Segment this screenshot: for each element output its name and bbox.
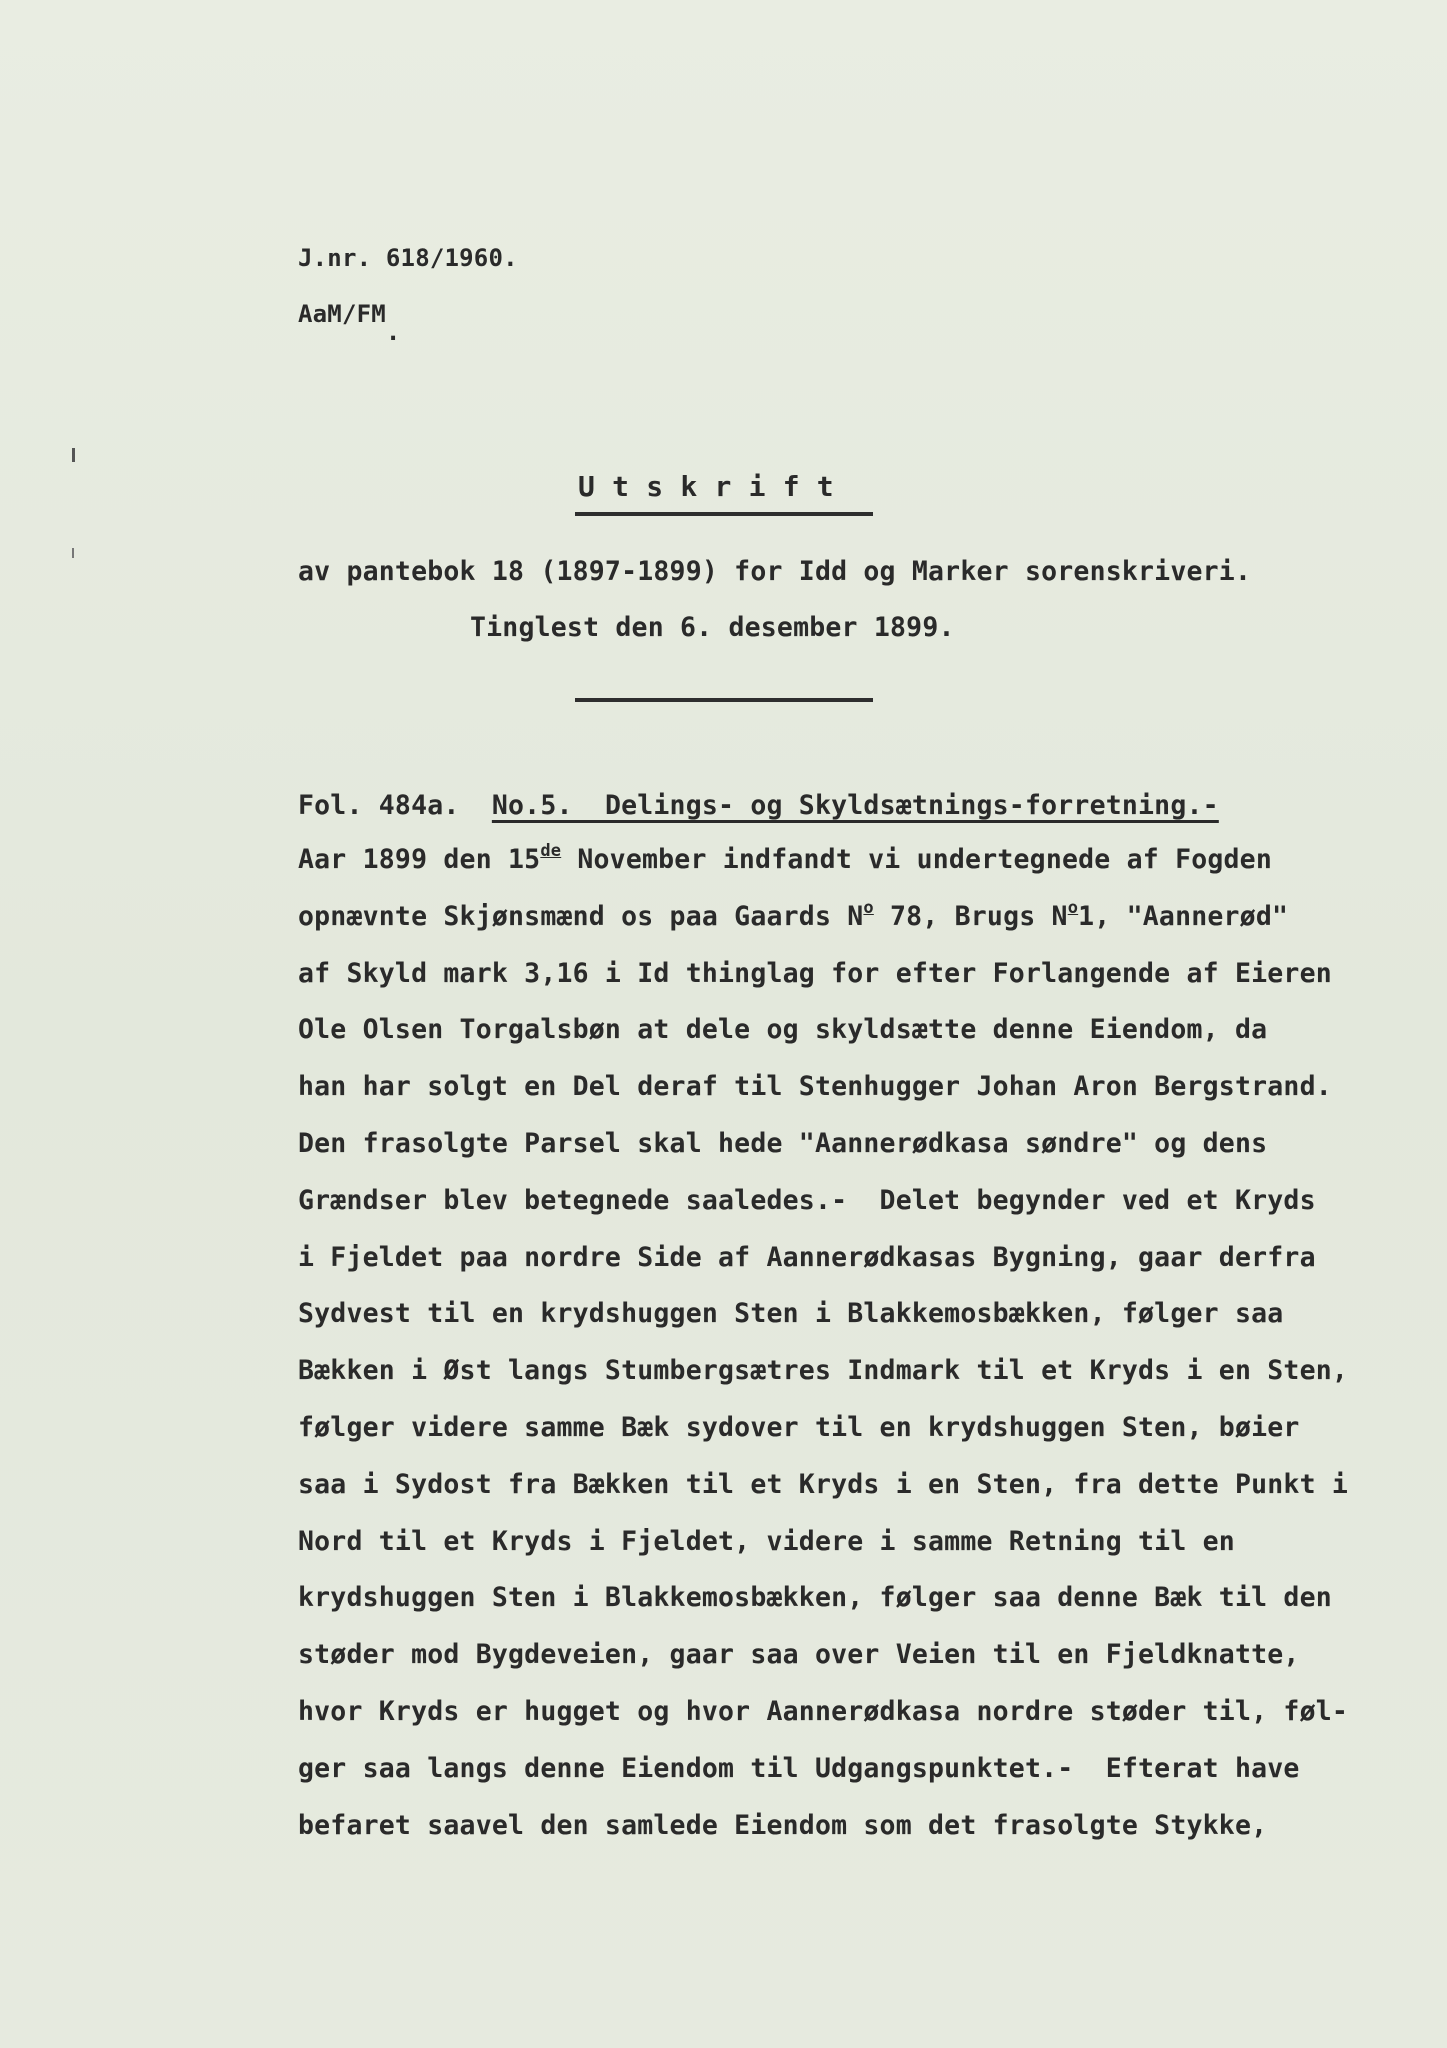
margin-mark-bottom — [72, 548, 74, 558]
section-divider — [575, 698, 873, 702]
folio-ref: Fol. 484a. — [298, 790, 460, 821]
line-text: Sydvest til en krydshuggen Sten i Blakkemosbækken, følger saa — [298, 1298, 1284, 1330]
margin-mark-top — [72, 448, 75, 462]
line-text: November indfandt vi undertegnede af Fogden — [561, 844, 1272, 875]
line-text: ger saa langs denne Eiendom til Udgangspunktet.- Efterat have — [298, 1752, 1300, 1784]
subtitle-line-2: Tinglest den 6. desember 1899. — [470, 612, 955, 643]
initials-line — [298, 300, 401, 346]
line-text: Bækken i Øst langs Stumbergsætres Indmark til et Kryds i en Sten, — [298, 1355, 1349, 1387]
body-line — [298, 1526, 1235, 1557]
line-text: han har solgt en Del deraf til Stenhugger Johan Aron Bergstrand. — [298, 1071, 1332, 1103]
body-line — [298, 1582, 1332, 1613]
line-text: 1, "Aannerød" — [1078, 900, 1289, 932]
line-text: af Skyld mark 3,16 i Id thinglag for efter Forlangende af Eieren — [298, 957, 1332, 989]
body-line — [298, 1355, 1348, 1386]
line-text: 78, Brugs N — [873, 900, 1068, 932]
journal-number: J.nr. 618/1960. — [298, 244, 518, 272]
entry-heading: No.5. Delings- og Skyldsætnings-forretning.- — [491, 790, 1219, 821]
body-line — [298, 1071, 1332, 1102]
line-text: Aar 1899 den 15 — [298, 844, 541, 875]
body-line — [298, 1810, 1267, 1841]
body-line — [298, 897, 1289, 932]
body-line — [298, 1298, 1283, 1329]
line-text: hvor Kryds er hugget og hvor Aannerødkasa nordre støder til, føl- — [298, 1696, 1349, 1727]
line-text: saa i Sydost fra Bækken til et Kryds i en Sten, fra dette Punkt i — [298, 1468, 1349, 1500]
line-text: i Fjeldet paa nordre Side af Aannerødkasas Bygning, gaar derfra — [298, 1241, 1316, 1273]
superscript: de — [540, 841, 562, 861]
body-line — [298, 1639, 1300, 1670]
document-title — [578, 470, 834, 503]
body-line — [298, 1185, 1316, 1216]
line-text: krydshuggen Sten i Blakkemosbækken, følger saa denne Bæk til den — [298, 1582, 1332, 1614]
body-line — [298, 1753, 1300, 1784]
line-text: Den frasolgte Parsel skal hede "Aannerødkasa søndre" og dens — [298, 1128, 1268, 1159]
line-text: støder mod Bygdeveien, gaar saa over Veien til en Fjeldknatte, — [298, 1639, 1300, 1671]
superscript: o — [863, 897, 874, 918]
line-text: Ole Olsen Torgalsbøn at dele og skyldsætte denne Eiendom, da — [298, 1014, 1268, 1046]
line-text: følger videre samme Bæk sydover til en krydshuggen Sten, bøier — [298, 1412, 1300, 1443]
line-text: Nord til et Kryds i Fjeldet, videre i samme Retning til en — [298, 1525, 1235, 1557]
title-text: U t s k r i f t — [578, 470, 834, 503]
body-line — [298, 1242, 1316, 1273]
entry-heading-line — [298, 790, 1219, 821]
superscript: o — [1067, 897, 1079, 918]
body-line — [298, 1469, 1348, 1500]
body-line — [298, 1412, 1300, 1443]
body-line — [298, 1128, 1267, 1159]
body-line — [298, 1696, 1348, 1727]
body-line — [298, 1014, 1267, 1045]
line-text: opnævnte Skjønsmænd os paa Gaards N — [298, 900, 864, 932]
body-line — [298, 841, 1272, 875]
line-text: befaret saavel den samlede Eiendom som det frasolgte Stykke, — [298, 1809, 1268, 1841]
body-line — [298, 958, 1332, 989]
title-underline — [575, 512, 873, 516]
line-text: Grændser blev betegnede saaledes.- Delet begynder ved et Kryds — [298, 1184, 1316, 1216]
initials-dot: . — [385, 318, 401, 346]
subtitle-line-1: av pantebok 18 (1897-1899) for Idd og Marker sorenskriveri. — [298, 556, 1252, 587]
initials: AaM/FM — [298, 300, 386, 328]
